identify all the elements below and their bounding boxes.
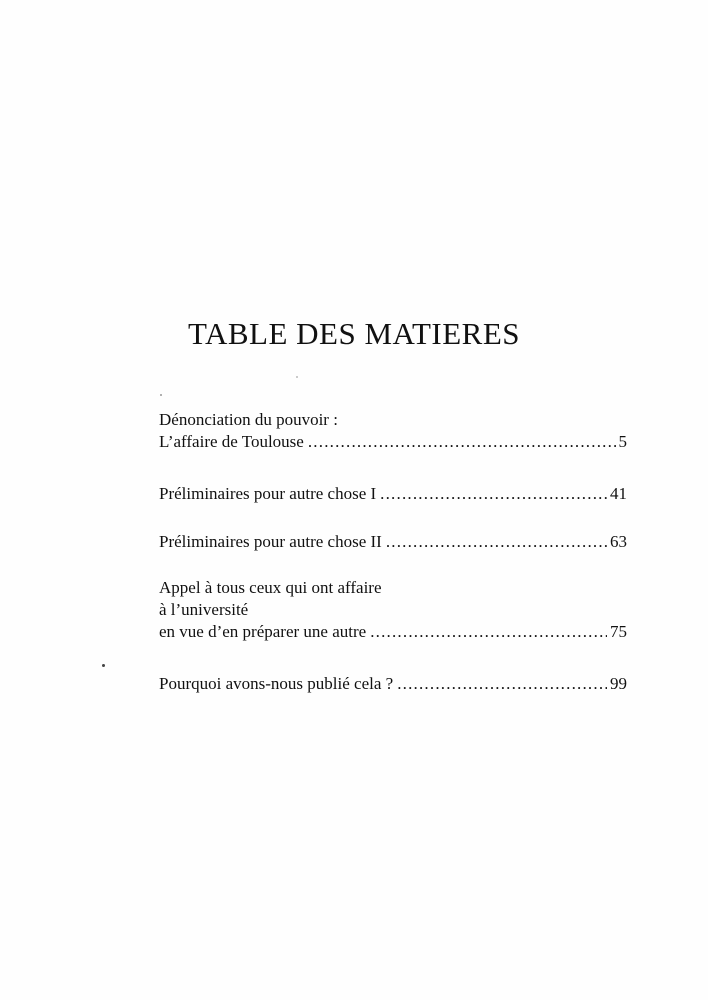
toc-entry-4 — [159, 577, 627, 643]
toc-entry-leader-line — [159, 431, 627, 453]
toc-entry-1 — [159, 409, 627, 453]
toc-entry-line: Dénonciation du pouvoir : — [159, 410, 338, 429]
toc-entry-line: Appel à tous ceux qui ont affaire — [159, 578, 382, 597]
paper-speck — [160, 394, 162, 396]
toc-entry-title: en vue d’en préparer une autre — [159, 622, 367, 641]
toc-entry-3 — [159, 531, 627, 553]
toc-entry-title: Préliminaires pour autre chose II — [159, 532, 382, 551]
paper-speck — [102, 664, 105, 667]
toc-entry-leader-line — [159, 673, 627, 695]
page-title: TABLE DES MATIERES — [187, 316, 521, 351]
dot-leader — [370, 621, 607, 643]
toc-entry-leader-line — [159, 531, 627, 553]
dot-leader — [380, 483, 607, 505]
toc-entry-title: L’affaire de Toulouse — [159, 432, 304, 451]
toc-entry-leader-line — [159, 483, 627, 505]
dot-leader — [386, 531, 607, 553]
toc-entry-title: Pourquoi avons-nous publié cela ? — [159, 674, 394, 693]
toc-page-number: 41 — [610, 484, 627, 503]
toc-entry-2 — [159, 483, 627, 505]
toc-page-number: 75 — [610, 622, 627, 641]
dot-leader — [308, 431, 616, 453]
toc-entry-line: à l’université — [159, 600, 249, 619]
toc-page-number: 5 — [618, 432, 627, 451]
toc-page-number: 63 — [610, 532, 627, 551]
dot-leader — [397, 673, 607, 695]
toc-entry-title: Préliminaires pour autre chose I — [159, 484, 377, 503]
toc-entry-leader-line — [159, 621, 627, 643]
toc-page-number: 99 — [610, 674, 627, 693]
toc-entry-5 — [159, 673, 627, 695]
paper-speck — [296, 376, 298, 378]
